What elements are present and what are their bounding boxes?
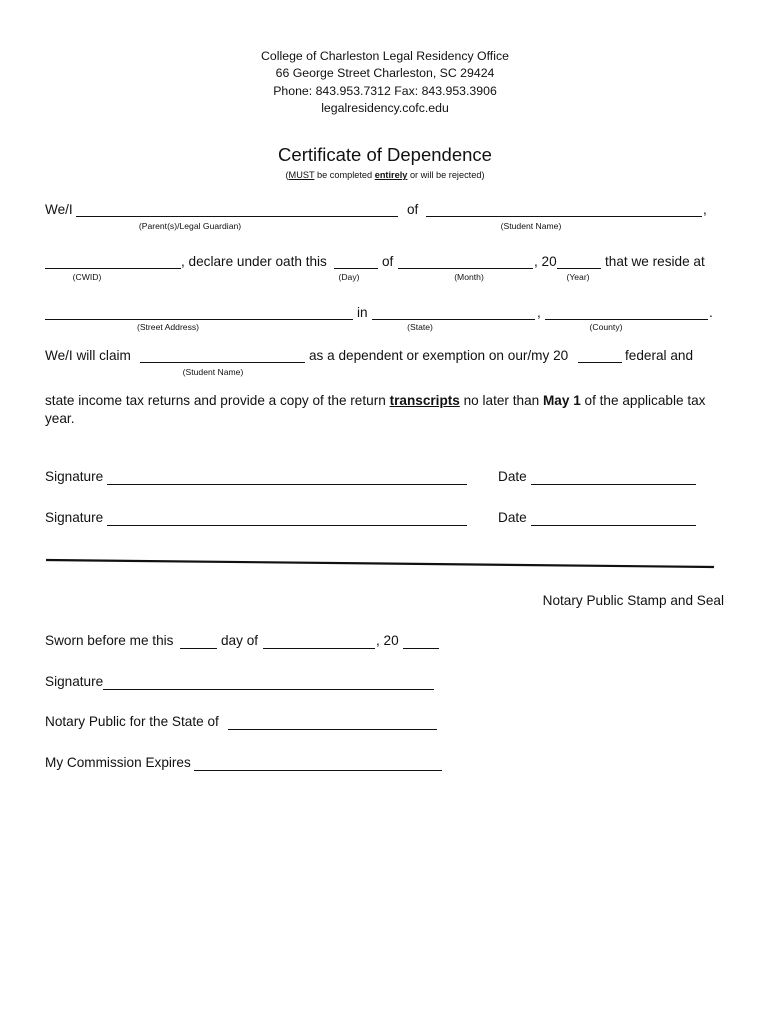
office-website: legalresidency.cofc.edu bbox=[321, 101, 449, 115]
page-title: Certificate of Dependence bbox=[278, 144, 492, 165]
notary-stamp-label: Notary Public Stamp and Seal bbox=[542, 593, 724, 608]
reside-text: that we reside at bbox=[605, 254, 705, 269]
sworn-month-field[interactable] bbox=[263, 648, 375, 649]
caption-street: (Street Address) bbox=[136, 322, 200, 332]
caption-student-name: (Student Name) bbox=[500, 221, 562, 231]
sworn-comma20-text: , 20 bbox=[376, 633, 399, 648]
notary-signature-label: Signature bbox=[45, 674, 104, 689]
signature-field-1[interactable] bbox=[107, 484, 467, 485]
caption-month: (Month) bbox=[454, 272, 484, 282]
sworn-year-field[interactable] bbox=[403, 648, 439, 649]
statement-line-2: year. bbox=[45, 411, 75, 426]
period-text: . bbox=[709, 305, 713, 320]
caption-year: (Year) bbox=[566, 272, 590, 282]
date-field-2[interactable] bbox=[531, 525, 696, 526]
caption-county: (County) bbox=[589, 322, 623, 332]
caption-parent: (Parent(s)/Legal Guardian) bbox=[138, 221, 242, 231]
comma-text-2: , bbox=[537, 305, 541, 320]
we-label: We/I bbox=[45, 202, 73, 217]
street-address-field[interactable] bbox=[45, 319, 353, 320]
subtitle-must: MUST bbox=[288, 170, 315, 180]
page-subtitle: (MUST be completed entirely or will be rejected) bbox=[285, 170, 485, 180]
in-label: in bbox=[357, 305, 368, 320]
state-field[interactable] bbox=[372, 319, 535, 320]
day-field[interactable] bbox=[334, 268, 378, 269]
notary-state-label: Notary Public for the State of bbox=[45, 714, 219, 729]
date-label-1: Date bbox=[498, 469, 527, 484]
sworn-text: Sworn before me this bbox=[45, 633, 174, 648]
of-label-2: of bbox=[382, 254, 394, 269]
date-field-1[interactable] bbox=[531, 484, 696, 485]
dependent-text: as a dependent or exemption on our/my 20 bbox=[309, 348, 569, 363]
section-divider bbox=[40, 555, 720, 571]
claim-text: We/I will claim bbox=[45, 348, 131, 363]
subtitle-entirely: entirely bbox=[374, 170, 408, 180]
notary-signature-field[interactable] bbox=[103, 689, 434, 690]
signature-field-2[interactable] bbox=[107, 525, 467, 526]
year-field[interactable] bbox=[557, 268, 601, 269]
date-label-2: Date bbox=[498, 510, 527, 525]
parent-name-field[interactable] bbox=[76, 216, 398, 217]
sworn-day-field[interactable] bbox=[180, 648, 217, 649]
claim-student-name-field[interactable] bbox=[140, 362, 305, 363]
federal-text: federal and bbox=[625, 348, 694, 363]
caption-day: (Day) bbox=[338, 272, 360, 282]
month-field[interactable] bbox=[398, 268, 533, 269]
signature-label-2: Signature bbox=[45, 510, 104, 525]
comma-text: , bbox=[703, 202, 707, 217]
declare-text: , declare under oath this bbox=[181, 254, 327, 269]
cwid-field[interactable] bbox=[45, 268, 181, 269]
county-field[interactable] bbox=[545, 319, 708, 320]
signature-label-1: Signature bbox=[45, 469, 104, 484]
commission-expires-field[interactable] bbox=[194, 770, 442, 771]
office-phone: Phone: 843.953.7312 Fax: 843.953.3906 bbox=[273, 84, 497, 98]
office-address: 66 George Street Charleston, SC 29424 bbox=[275, 66, 495, 80]
comma20-text: , 20 bbox=[534, 254, 557, 269]
caption-state: (State) bbox=[407, 322, 433, 332]
student-name-field[interactable] bbox=[426, 216, 702, 217]
caption-cwid: (CWID) bbox=[72, 272, 102, 282]
office-name: College of Charleston Legal Residency Office bbox=[261, 49, 509, 63]
commission-label: My Commission Expires bbox=[45, 755, 191, 770]
of-label: of bbox=[407, 202, 419, 217]
statement-line-1: state income tax returns and provide a copy of the return transcripts no later than May 1 of the applicable tax bbox=[45, 393, 706, 408]
day-of-text: day of bbox=[221, 633, 259, 648]
tax-year-field[interactable] bbox=[578, 362, 622, 363]
notary-state-field[interactable] bbox=[228, 729, 437, 730]
transcripts-text: transcripts bbox=[389, 393, 460, 408]
caption-claim-student: (Student Name) bbox=[182, 367, 244, 377]
may1-text: May 1 bbox=[542, 393, 581, 408]
